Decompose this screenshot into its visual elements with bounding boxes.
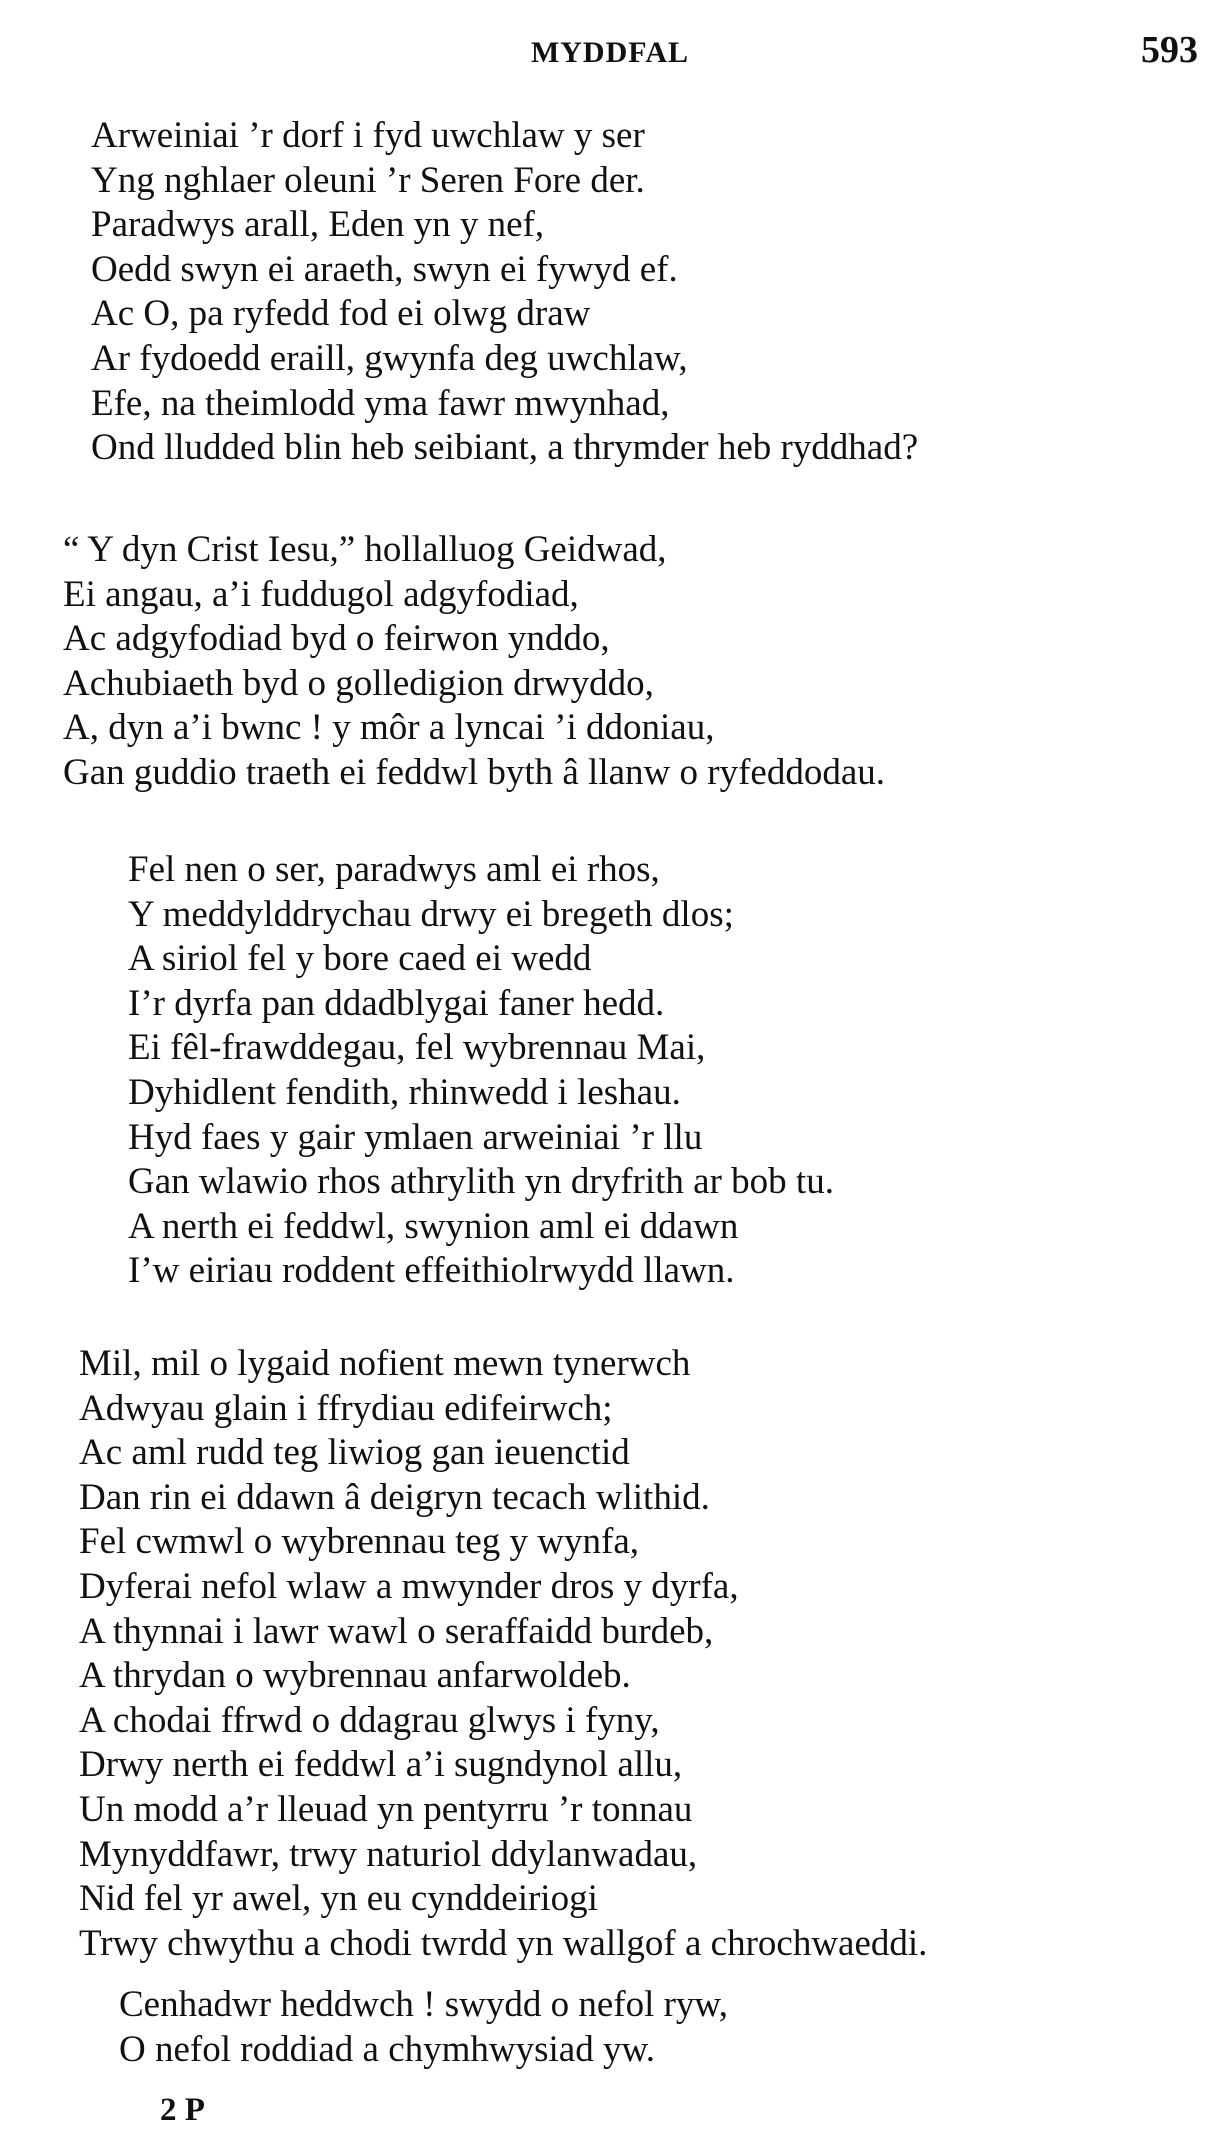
poem-line: Ei fêl-frawddegau, fel wybrennau Mai, (128, 1027, 706, 1069)
poem-line: A thynnai i lawr wawl o seraffaidd burdeb, (79, 1610, 714, 1652)
poem-line: Cenhadwr heddwch ! swydd o nefol ryw, (119, 1984, 728, 2025)
poem-line: A thrydan o wybrennau anfarwoldeb. (79, 1655, 631, 1697)
poem-line: Yng nghlaer oleuni ’r Seren Fore der. (91, 159, 645, 201)
poem-line: Arweiniai ’r dorf i fyd uwchlaw y ser (91, 115, 645, 156)
poem-line: Achubiaeth byd o golledigion drwyddo, (63, 662, 654, 704)
poem-line: Ond lludded blin heb seibiant, a thrymder heb ryddhad? (91, 427, 919, 469)
poem-line: Ac adgyfodiad byd o feirwon ynddo, (63, 618, 610, 660)
poem-line: Paradwys arall, Eden yn y nef, (91, 204, 545, 246)
poem-line: Fel cwmwl o wybrennau teg y wynfa, (79, 1521, 640, 1563)
stanza-1 (91, 114, 918, 471)
poem-line: Dan rin ei ddawn â deigryn tecach wlithid. (79, 1476, 710, 1518)
stanza-2 (63, 528, 885, 796)
poem-line: Ar fydoedd eraill, gwynfa deg uwchlaw, (91, 337, 688, 379)
poem-line: Gan guddio traeth ei feddwl byth â llanw o ryfeddodau. (63, 751, 885, 793)
poem-line: Ac O, pa ryfedd fod ei olwg draw (91, 293, 591, 335)
poem-line: Un modd a’r lleuad yn pentyrru ’r tonnau (79, 1788, 693, 1830)
poem-line: Dyhidlent fendith, rhinwedd i leshau. (128, 1071, 681, 1113)
poem-line: Adwyau glain i ffrydiau edifeirwch; (79, 1387, 613, 1429)
poem-line: Nid fel yr awel, yn eu cynddeiriogi (79, 1878, 598, 1920)
page-number: 593 (1141, 29, 1198, 71)
poem-line: “ Y dyn Crist Iesu,” hollalluog Geidwad, (63, 529, 667, 570)
poem-line: Ac aml rudd teg liwiog gan ieuenctid (79, 1432, 630, 1474)
poem-line: Ei angau, a’i fuddugol adgyfodiad, (63, 573, 579, 615)
poem-line: I’w eiriau roddent effeithiolrwydd llawn. (128, 1250, 735, 1292)
signature-mark: 2 P (160, 2092, 205, 2128)
poem-line: A, dyn a’i bwnc ! y môr a lyncai ’i ddoniau, (63, 707, 715, 749)
poem-line: A nerth ei feddwl, swynion aml ei ddawn (128, 1205, 739, 1247)
running-title: MYDDFAL (530, 36, 690, 69)
stanza-3 (128, 848, 834, 1294)
poem-line: Gan wlawio rhos athrylith yn dryfrith ar bob tu. (128, 1161, 834, 1203)
poem-line: A siriol fel y bore caed ei wedd (128, 938, 592, 980)
poem-line: Oedd swyn ei araeth, swyn ei fywyd ef. (91, 248, 678, 290)
poem-line: I’r dyrfa pan ddadblygai faner hedd. (128, 982, 665, 1024)
stanza-4 (79, 1342, 927, 1966)
poem-line: A chodai ffrwd o ddagrau glwys i fyny, (79, 1699, 660, 1741)
poem-line: Efe, na theimlodd yma fawr mwynhad, (91, 382, 670, 424)
poem-line: Hyd faes y gair ymlaen arweiniai ’r llu (128, 1116, 703, 1158)
poem-line: Drwy nerth ei feddwl a’i sugndynol allu, (79, 1744, 683, 1786)
poem-line: Y meddylddrychau drwy ei bregeth dlos; (128, 893, 734, 935)
poem-line: Fel nen o ser, paradwys aml ei rhos, (128, 849, 660, 890)
poem-line: Mil, mil o lygaid nofient mewn tynerwch (79, 1343, 691, 1384)
poem-line: Trwy chwythu a chodi twrdd yn wallgof a chrochwaeddi. (79, 1922, 928, 1964)
stanza-5 (119, 1983, 728, 2072)
poem-line: O nefol roddiad a chymhwysiad yw. (119, 2028, 656, 2070)
poem-line: Dyferai nefol wlaw a mwynder dros y dyrfa, (79, 1565, 739, 1607)
poem-line: Mynyddfawr, trwy naturiol ddylanwadau, (79, 1833, 698, 1875)
